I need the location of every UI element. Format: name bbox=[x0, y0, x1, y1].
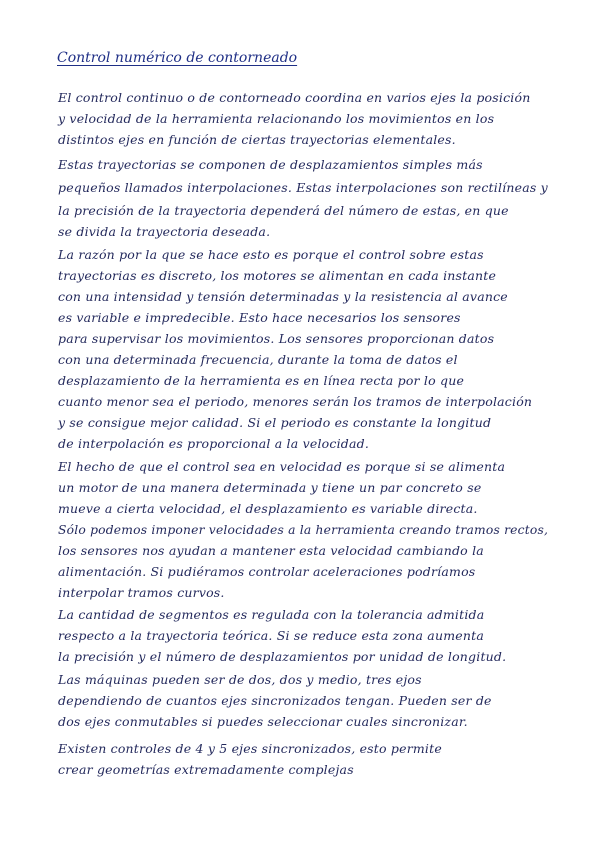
text-line: alimentación. Si pudiéramos controlar aceleraciones podríamos bbox=[58, 564, 476, 579]
text-line: cuanto menor sea el periodo, menores serán los tramos de interpolación bbox=[58, 394, 533, 409]
text-line: pequeños llamados interpolaciones. Estas interpolaciones son rectilíneas y bbox=[58, 180, 548, 195]
text-line: dependiendo de cuantos ejes sincronizados tengan. Pueden ser de bbox=[58, 693, 492, 708]
text-line: con una determinada frecuencia, durante la toma de datos el bbox=[58, 352, 458, 367]
page-title: Control numérico de contorneado bbox=[57, 50, 298, 66]
text-line: El hecho de que el control sea en velocidad es porque si se alimenta bbox=[58, 459, 506, 474]
text-line: desplazamiento de la herramienta es en línea recta por lo que bbox=[58, 373, 465, 388]
text-line: mueve a cierta velocidad, el desplazamiento es variable directa. bbox=[58, 501, 478, 516]
text-line: y velocidad de la herramienta relacionando los movimientos en los bbox=[58, 111, 495, 126]
text-line: y se consigue mejor calidad. Si el periodo es constante la longitud bbox=[58, 415, 492, 430]
text-line: la precisión y el número de desplazamientos por unidad de longitud. bbox=[58, 649, 507, 664]
text-line: los sensores nos ayudan a mantener esta velocidad cambiando la bbox=[58, 543, 484, 558]
text-line: es variable e impredecible. Esto hace necesarios los sensores bbox=[58, 310, 461, 325]
text-line: La cantidad de segmentos es regulada con la tolerancia admitida bbox=[58, 607, 485, 622]
text-line: con una intensidad y tensión determinadas y la resistencia al avance bbox=[58, 289, 508, 304]
text-line: un motor de una manera determinada y tiene un par concreto se bbox=[58, 480, 482, 495]
text-line: dos ejes conmutables si puedes seleccionar cuales sincronizar. bbox=[58, 714, 468, 729]
text-line: trayectorias es discreto, los motores se alimentan en cada instante bbox=[58, 268, 497, 283]
text-line: El control continuo o de contorneado coordina en varios ejes la posición bbox=[58, 90, 531, 105]
text-line: Estas trayectorias se componen de desplazamientos simples más bbox=[58, 157, 483, 172]
text-line: crear geometrías extremadamente complejas bbox=[58, 762, 354, 777]
text-line: la precisión de la trayectoria dependerá del número de estas, en que bbox=[58, 203, 509, 218]
text-line: se divida la trayectoria deseada. bbox=[58, 224, 271, 239]
text-line: respecto a la trayectoria teórica. Si se reduce esta zona aumenta bbox=[58, 628, 484, 643]
text-line: La razón por la que se hace esto es porque el control sobre estas bbox=[58, 247, 484, 262]
text-line: Las máquinas pueden ser de dos, dos y medio, tres ejos bbox=[58, 672, 422, 687]
text-line: interpolar tramos curvos. bbox=[58, 585, 225, 600]
text-line: Existen controles de 4 y 5 ejes sincronizados, esto permite bbox=[58, 741, 442, 756]
text-line: Sólo podemos imponer velocidades a la herramienta creando tramos rectos, bbox=[58, 522, 549, 537]
text-line: de interpolación es proporcional a la velocidad. bbox=[58, 436, 369, 451]
text-line: distintos ejes en función de ciertas trayectorias elementales. bbox=[58, 132, 456, 147]
text-line: para supervisar los movimientos. Los sensores proporcionan datos bbox=[58, 331, 495, 346]
